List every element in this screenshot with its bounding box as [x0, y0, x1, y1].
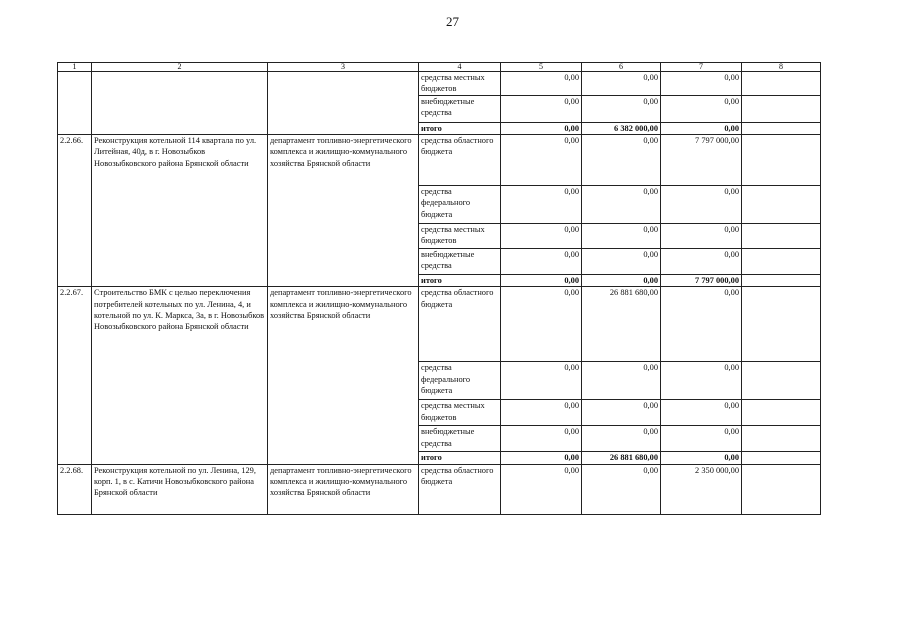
page-number: 27 — [446, 14, 459, 29]
value-cell: 0,00 — [661, 96, 742, 123]
value-cell: 0,00 — [661, 287, 742, 362]
source-cell: средства областного бюджета — [419, 287, 501, 362]
source-cell: внебюджетные средства — [419, 426, 501, 452]
value-cell: 0,00 — [582, 224, 661, 249]
column-header: 7 — [661, 63, 742, 72]
empty-cell — [742, 96, 821, 123]
value-cell: 7 797 000,00 — [661, 275, 742, 287]
empty-cell — [742, 186, 821, 224]
empty-cell — [742, 287, 821, 362]
value-cell: 6 382 000,00 — [582, 123, 661, 135]
source-cell: итого — [419, 452, 501, 464]
source-cell: итого — [419, 275, 501, 287]
executor-cell: департамент топливно-энергетического комплекса и жилищно-коммунального хозяйства Брянской области — [268, 135, 419, 287]
name-cell — [92, 72, 268, 135]
number-cell: 2.2.68. — [58, 464, 92, 514]
source-cell: средства областного бюджета — [419, 135, 501, 186]
table-row — [58, 72, 821, 96]
value-cell: 0,00 — [501, 464, 582, 514]
value-cell: 0,00 — [501, 426, 582, 452]
value-cell: 0,00 — [501, 96, 582, 123]
value-cell: 0,00 — [582, 362, 661, 400]
value-cell: 0,00 — [582, 96, 661, 123]
value-cell: 0,00 — [501, 135, 582, 186]
empty-cell — [742, 135, 821, 186]
empty-cell — [742, 464, 821, 514]
empty-cell — [742, 452, 821, 464]
value-cell: 2 350 000,00 — [661, 464, 742, 514]
value-cell: 0,00 — [661, 249, 742, 275]
empty-cell — [742, 249, 821, 275]
source-cell: средства федерального бюджета — [419, 362, 501, 400]
column-numbers-row — [58, 63, 821, 72]
value-cell: 0,00 — [501, 287, 582, 362]
value-cell: 0,00 — [661, 452, 742, 464]
value-cell: 0,00 — [582, 400, 661, 426]
value-cell: 0,00 — [582, 275, 661, 287]
empty-cell — [742, 224, 821, 249]
source-cell: средства федерального бюджета — [419, 186, 501, 224]
value-cell: 0,00 — [661, 123, 742, 135]
empty-cell — [742, 400, 821, 426]
value-cell: 0,00 — [582, 464, 661, 514]
empty-cell — [742, 123, 821, 135]
source-cell: средства местных бюджетов — [419, 224, 501, 249]
number-cell: 2.2.67. — [58, 287, 92, 464]
value-cell: 0,00 — [582, 426, 661, 452]
executor-cell: департамент топливно-энергетического комплекса и жилищно-коммунального хозяйства Брянской области — [268, 287, 419, 464]
source-cell: итого — [419, 123, 501, 135]
table-row — [58, 135, 821, 186]
column-header: 1 — [58, 63, 92, 72]
name-cell: Реконструкция котельной по ул. Ленина, 129, корп. 1, в с. Катичи Новозыбковского района Брянской области — [92, 464, 268, 514]
empty-cell — [742, 72, 821, 96]
column-header: 3 — [268, 63, 419, 72]
column-header: 5 — [501, 63, 582, 72]
source-cell: средства областного бюджета — [419, 464, 501, 514]
column-header: 4 — [419, 63, 501, 72]
name-cell: Реконструкция котельной 114 квартала по ул. Литейная, 40д, в г. Новозыбков Новозыбковского района Брянской области — [92, 135, 268, 287]
source-cell: внебюджетные средства — [419, 249, 501, 275]
value-cell: 0,00 — [582, 135, 661, 186]
table-row — [58, 287, 821, 362]
value-cell: 0,00 — [501, 275, 582, 287]
executor-cell: департамент топливно-энергетического комплекса и жилищно-коммунального хозяйства Брянской области — [268, 464, 419, 514]
value-cell: 0,00 — [661, 224, 742, 249]
source-cell: средства местных бюджетов — [419, 400, 501, 426]
empty-cell — [742, 362, 821, 400]
column-header: 2 — [92, 63, 268, 72]
value-cell: 0,00 — [501, 400, 582, 426]
value-cell: 26 881 680,00 — [582, 287, 661, 362]
value-cell: 0,00 — [501, 249, 582, 275]
executor-cell — [268, 72, 419, 135]
empty-cell — [742, 275, 821, 287]
value-cell: 0,00 — [661, 426, 742, 452]
column-header: 8 — [742, 63, 821, 72]
name-cell: Строительство БМК с целью переключения потребителей котельных по ул. Ленина, 4, и котельной по ул. К. Маркса, 3а, в г. Новозыбков Новозыбковского района Брянской области — [92, 287, 268, 464]
source-cell: средства местных бюджетов — [419, 72, 501, 96]
empty-cell — [742, 426, 821, 452]
value-cell: 0,00 — [501, 72, 582, 96]
value-cell: 7 797 000,00 — [661, 135, 742, 186]
value-cell: 26 881 680,00 — [582, 452, 661, 464]
number-cell — [58, 72, 92, 135]
value-cell: 0,00 — [501, 452, 582, 464]
value-cell: 0,00 — [501, 362, 582, 400]
value-cell: 0,00 — [501, 123, 582, 135]
column-header: 6 — [582, 63, 661, 72]
value-cell: 0,00 — [661, 186, 742, 224]
value-cell: 0,00 — [661, 362, 742, 400]
value-cell: 0,00 — [582, 186, 661, 224]
value-cell: 0,00 — [661, 72, 742, 96]
budget-table — [57, 62, 821, 515]
table-row — [58, 464, 821, 514]
value-cell: 0,00 — [501, 186, 582, 224]
value-cell: 0,00 — [501, 224, 582, 249]
source-cell: внебюджетные средства — [419, 96, 501, 123]
value-cell: 0,00 — [582, 249, 661, 275]
number-cell: 2.2.66. — [58, 135, 92, 287]
value-cell: 0,00 — [582, 72, 661, 96]
value-cell: 0,00 — [661, 400, 742, 426]
